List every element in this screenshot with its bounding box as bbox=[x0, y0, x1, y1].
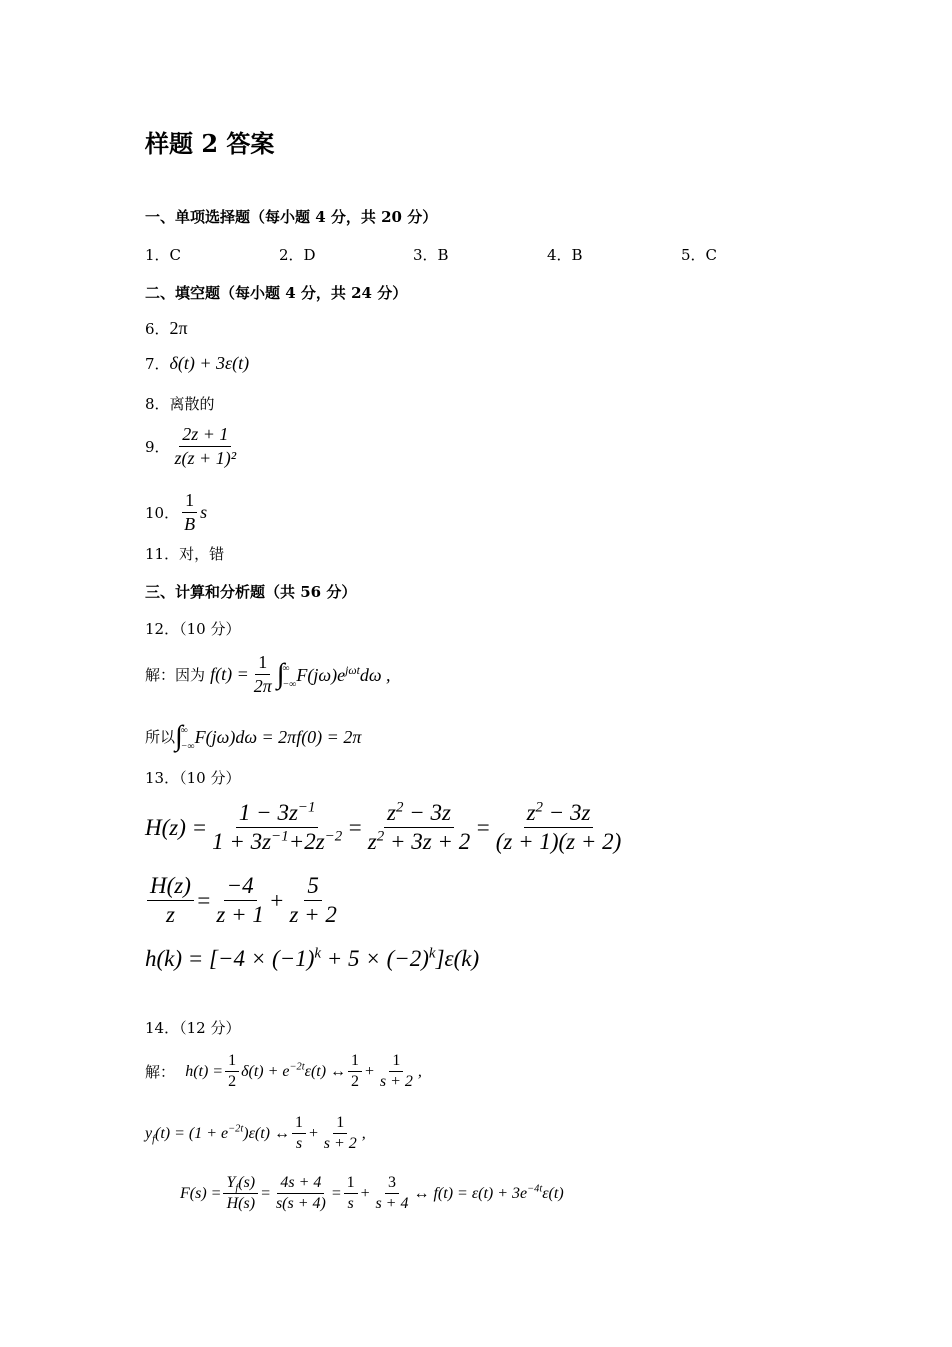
q9-numerator: 2z + 1 bbox=[179, 424, 231, 447]
q14-line3: F(s) = $\frac{Y_f(s)}{H(s)}$ = $\frac{4s + 4}{s(s + 4)}$ = $\frac{1}{s}$ + $\frac{3}{s + 4}$ ↔ $f(t) = \varepsilon(t) + 3e^{-4t}\varepsilon(t)$ bbox=[180, 1174, 564, 1213]
choice-answer-3: 3．B bbox=[413, 246, 449, 264]
section-heading-calc: 三、计算和分析题（共 56 分） bbox=[145, 583, 357, 601]
q10-answer bbox=[145, 490, 207, 534]
q10-denominator: B bbox=[184, 513, 196, 534]
page-title: 样题 2 答案 bbox=[145, 129, 275, 158]
q14-frac-a: $\frac{1}{2}$ bbox=[348, 1052, 362, 1092]
q12-integral-1: ∫ ∞ −∞ $F(j\omega)e^{j\omega t}d\omega$ , bbox=[276, 658, 391, 691]
q10-fraction bbox=[181, 490, 198, 534]
q9-denominator: z(z + 1)² bbox=[174, 447, 237, 468]
q13-label: 13．（10 分） bbox=[145, 769, 241, 787]
q8-answer: 8．离散的 bbox=[145, 395, 215, 413]
q10-label: 10． bbox=[145, 503, 180, 522]
q13-fraction-3: $\frac{z^2 - 3z}{(z + 1)(z + 2)}$ bbox=[495, 799, 622, 855]
q10-numerator: 1 bbox=[182, 490, 197, 513]
q12-label: 12．（10 分） bbox=[145, 620, 241, 638]
q12-line2-prefix: 所以 bbox=[145, 727, 176, 746]
q9-answer bbox=[145, 424, 241, 468]
q7-answer bbox=[145, 353, 249, 374]
q6-math: 2π bbox=[169, 318, 188, 338]
q6-label: 6． bbox=[145, 320, 170, 338]
choice-answer-4: 4．B bbox=[547, 246, 583, 264]
q12-fraction: $\frac{1}{2\pi}$ bbox=[253, 652, 272, 696]
choice-answer-2: 2．D bbox=[279, 246, 316, 264]
section-heading-fill: 二、填空题（每小题 4 分，共 24 分） bbox=[145, 284, 408, 302]
q9-fraction bbox=[172, 424, 240, 468]
q13-term-2: $\frac{5}{z + 2}$ bbox=[289, 873, 337, 928]
q14-frac-h: $\frac{3}{s + 4}$ bbox=[375, 1174, 409, 1213]
choice-answer-1: 1．C bbox=[145, 246, 182, 264]
section-heading-choice: 一、单项选择题（每小题 4 分，共 20 分） bbox=[145, 208, 438, 226]
q9-label: 9． bbox=[145, 437, 170, 456]
q11-answer: 11．对，错 bbox=[145, 545, 225, 563]
q13-Hz-equation: H(z) = $\frac{1 - 3z^{-1}}{1 + 3z^{-1}+2z^{-2}}$ = $\frac{z^2 - 3z}{z^2 + 3z + 2}$ = $\frac{z^2 - 3z}{(z + 1)(z + 2)}$ bbox=[145, 800, 626, 856]
q14-frac-c: $\frac{1}{s}$ bbox=[292, 1114, 306, 1154]
q14-frac-g: $\frac{1}{s}$ bbox=[344, 1174, 358, 1214]
q6-answer bbox=[145, 318, 188, 339]
q14-prefix: 解： bbox=[145, 1063, 176, 1082]
q13-hk-equation: $h(k) = [-4 \times (-1)^k + 5 \times (-2)^k]\varepsilon(k)$ bbox=[145, 945, 480, 971]
q14-frac-e: $\frac{Y_f(s)}{H(s)}$ bbox=[223, 1174, 258, 1214]
q12-equation-1: f(t) = bbox=[210, 663, 249, 684]
q13-Hz-over-z: $\frac{H(z)}{z}$ bbox=[147, 873, 194, 929]
q10-tail: s bbox=[200, 501, 208, 522]
q7-label: 7． bbox=[145, 355, 170, 373]
q12-line2 bbox=[145, 718, 361, 755]
q14-frac-b: $\frac{1}{s + 2}$ bbox=[379, 1052, 413, 1091]
q12-line1 bbox=[145, 652, 391, 696]
q13-fraction-2: $\frac{z^2 - 3z}{z^2 + 3z + 2}$ bbox=[367, 799, 471, 855]
q14-line2: $y_f(t) = (1 + e^{-2t})\varepsilon(t)$ ↔ $\frac{1}{s}$ + $\frac{1}{s + 2}$ , bbox=[145, 1114, 366, 1153]
choice-answer-5: 5．C bbox=[681, 246, 718, 264]
q14-frac-d: $\frac{1}{s + 2}$ bbox=[323, 1114, 357, 1153]
q12-line1-prefix: 解：因为 bbox=[145, 665, 206, 684]
q14-half: $\frac{1}{2}$ bbox=[225, 1052, 239, 1092]
q13-term-1: $\frac{-4}{z + 1}$ bbox=[216, 873, 264, 928]
q13-partial-fractions: $\frac{H(z)}{z}$ = $\frac{-4}{z + 1}$ + $\frac{5}{z + 2}$ bbox=[145, 873, 342, 929]
q7-math: δ(t) + 3ε(t) bbox=[169, 353, 250, 373]
q14-line1: 解： h(t) = $\frac{1}{2}$ $\delta(t) + e^{-2t}\varepsilon(t)$ ↔ $\frac{1}{2}$ + $\frac{1}{s + 2}$ , bbox=[145, 1052, 422, 1091]
q14-label: 14．（12 分） bbox=[145, 1019, 241, 1037]
q14-frac-f: $\frac{4s + 4}{s(s + 4)}$ bbox=[275, 1174, 326, 1213]
q12-equation-2: ∫ ∞ −∞ F(jω)dω = 2πf(0) = 2π bbox=[175, 720, 362, 753]
q13-fraction-1: $\frac{1 - 3z^{-1}}{1 + 3z^{-1}+2z^{-2}}$ bbox=[212, 799, 343, 855]
